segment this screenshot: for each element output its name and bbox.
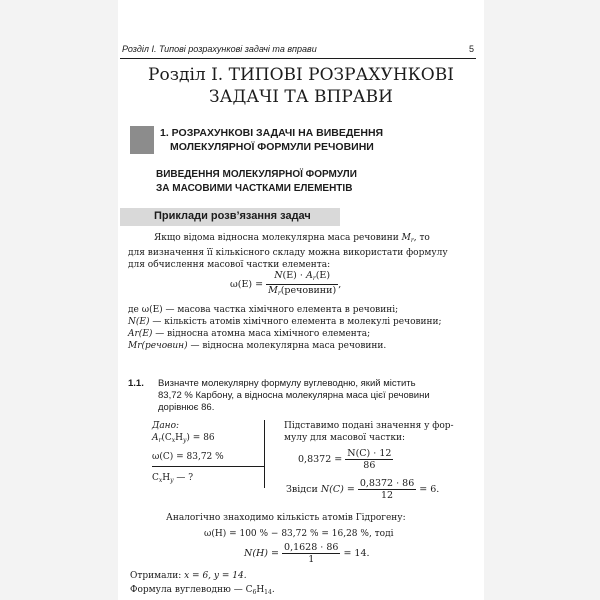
given-omega: ω(C) = 83,72 % xyxy=(152,452,224,462)
intro-line2: для визначення її кількісного складу можна використати формулу xyxy=(128,248,448,258)
given-label: Дано: xyxy=(152,421,180,431)
intro-line3: для обчислення масової частки елемента: xyxy=(128,260,331,270)
given-ar: $A_r(C_xH_y) = 86$ xyxy=(152,433,215,444)
problem-line2: 83,72 % Карбону, а відносна молекулярна маса цієї речовини xyxy=(158,390,430,401)
problem-line1: Визначте молекулярну формулу вуглеводню, який містить xyxy=(158,378,416,389)
result-obtained: Отримали: x = 6, y = 14. xyxy=(130,571,247,581)
running-header-title: Розділ І. Типові розрахункові задачі та вправи xyxy=(122,44,317,54)
solution-equation-1: 0,8372 = $\frac{N(C) \cdot 12}{86}$ xyxy=(298,448,392,471)
problem-number: 1.1. xyxy=(128,378,144,389)
intro-paragraph xyxy=(128,232,472,271)
definition-ar: Ar(E) — відносна атомна маса хімічного елемента; xyxy=(128,329,371,339)
given-divider xyxy=(152,466,264,467)
solution-line2: мулу для масової частки: xyxy=(284,433,406,443)
solution-line1: Підставимо подані значення у фор- xyxy=(284,421,454,431)
hydrogen-equation: N(H) = $\frac{0,1628 \cdot 86}{1}$ = 14. xyxy=(244,542,370,565)
page-number: 5 xyxy=(468,44,474,54)
definition-omega: де ω(E) — масова частка хімічного елемента в речовині; xyxy=(128,305,399,315)
mass-fraction-formula: ω(E) = $\frac{N(E) \cdot A_r(E)}{M_r(речовини)}$ , xyxy=(230,270,342,297)
problem-text xyxy=(158,378,482,414)
topic-title-line1: 1. РОЗРАХУНКОВІ ЗАДАЧІ НА ВИВЕДЕННЯ xyxy=(160,127,384,139)
definitions-list xyxy=(128,304,480,352)
chapter-title-line2: ЗАДАЧІ ТА ВПРАВИ xyxy=(209,87,393,107)
given-find: $C_xH_y$ — ? xyxy=(152,473,194,484)
topic-marker xyxy=(130,126,154,154)
definition-n: N(E) — кількість атомів хімічного елемента в молекулі речовини; xyxy=(128,317,442,327)
examples-heading: Приклади розв’язання задач xyxy=(154,210,311,222)
subtopic-title xyxy=(156,168,357,196)
given-block xyxy=(152,420,272,463)
chapter-title-line1: Розділ І. ТИПОВІ РОЗРАХУНКОВІ xyxy=(148,65,454,85)
intro-line1: Якщо відома відносна молекулярна маса речовини $M_r$, то xyxy=(154,233,430,244)
problem-line3: дорівнює 86. xyxy=(158,402,215,413)
definition-mr: Mr(речовин) — відносна молекулярна маса речовини. xyxy=(128,341,387,351)
chapter-title xyxy=(118,64,484,108)
solution-equation-2: Звідси N(C) = $\frac{0,8372 \cdot 86}{12}$ = 6. xyxy=(286,478,440,501)
header-divider xyxy=(120,58,476,59)
hydrogen-intro: Аналогічно знаходимо кількість атомів Гідрогену: xyxy=(166,513,406,523)
solution-intro xyxy=(284,420,484,444)
subtopic-line2: ЗА МАСОВИМИ ЧАСТКАМИ ЕЛЕМЕНТІВ xyxy=(156,183,353,194)
subtopic-line1: ВИВЕДЕННЯ МОЛЕКУЛЯРНОЇ ФОРМУЛИ xyxy=(156,169,357,180)
formula-fraction: $\frac{N(E) \cdot A_r(E)}{M_r(речовини)}$ xyxy=(268,270,337,297)
topic-title xyxy=(160,126,383,154)
given-vertical-line xyxy=(264,420,265,488)
hydrogen-omega: ω(H) = 100 % − 83,72 % = 16,28 %, тоді xyxy=(204,529,394,539)
topic-title-line2: МОЛЕКУЛЯРНОЇ ФОРМУЛИ РЕЧОВИНИ xyxy=(170,141,374,153)
result-formula: Формула вуглеводню — $C_6H_{14}$. xyxy=(130,585,275,596)
book-page xyxy=(118,0,484,600)
